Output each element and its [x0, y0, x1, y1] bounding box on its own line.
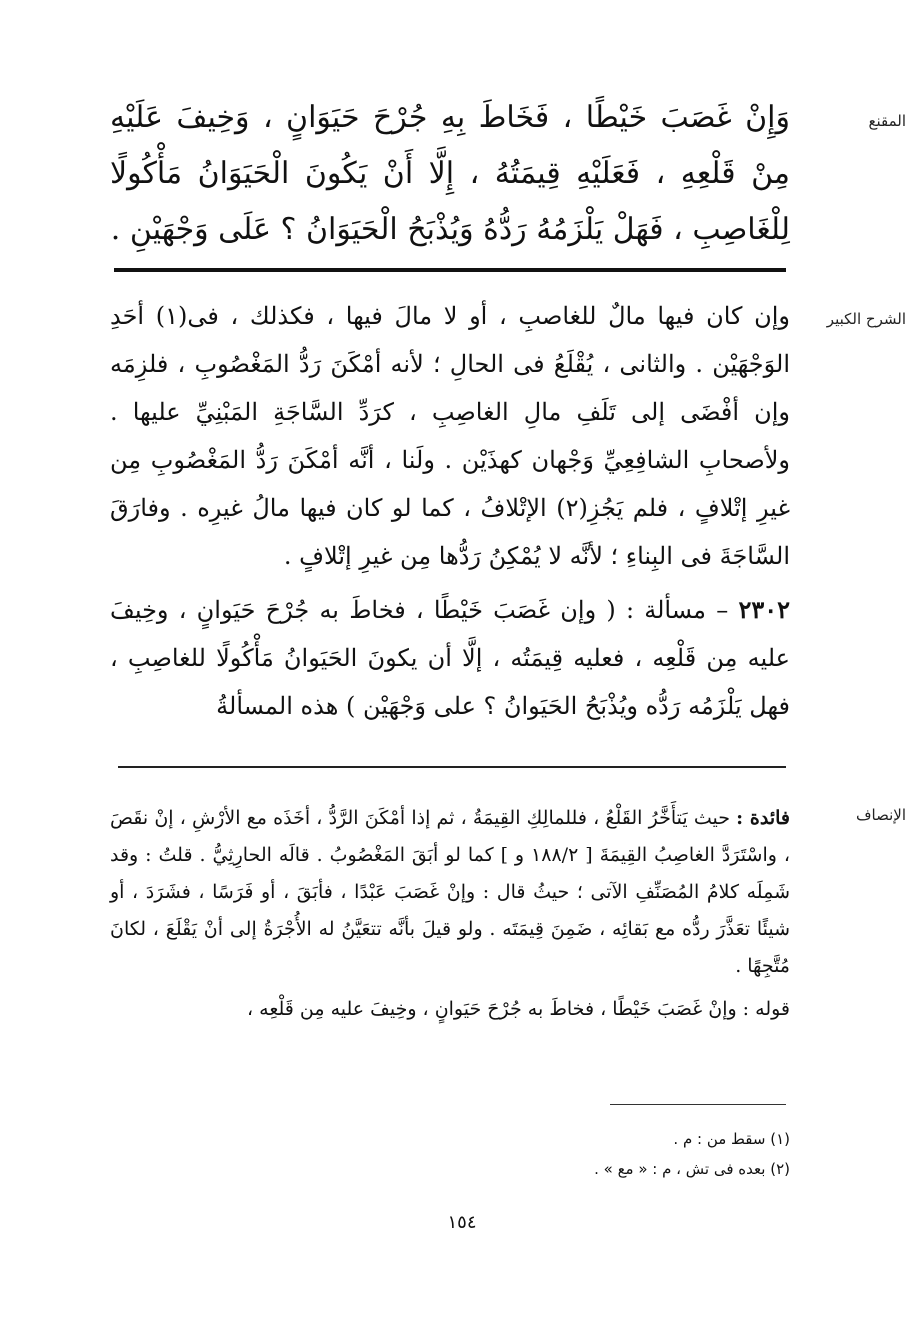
muqni-paragraph: وَإِنْ غَصَبَ خَيْطًا ، فَخَاطَ بِهِ جُرْحَ حَيَوَانٍ ، وَخِيفَ عَلَيْهِ مِنْ قَلْعِهِ ، فَعَلَيْهِ قِيمَتُهُ ، إِلَّا أَنْ يَكُونَ الْحَيَوَانُ مَأْكُولًا لِلْغَاصِبِ ، فَهَلْ يَلْزَمُهُ رَدُّهُ وَيُذْبَحُ الْحَيَوَانُ ؟ عَلَى وَجْهَيْنِ . — [110, 100, 790, 247]
issue-text: – مسألة : ( وإن غَصَبَ خَيْطًا ، فخاطَ به جُرْحَ حَيَوانٍ ، وخِيفَ عليه مِن قَلْعِه ، فعليه قِيمَتُه ، إلَّا أن يكونَ الحَيَوانُ مَأْكُولًا للغاصِبِ ، فهل يَلْزَمُه رَدُّه ويُذْبَحُ الحَيَوانُ ؟ على وَجْهَيْن ) هذه المسألةُ — [110, 596, 790, 720]
insaf-lead: فائدة : — [736, 807, 790, 829]
sharh-text-block — [110, 292, 790, 730]
section-label-muqni: المقنع — [868, 112, 906, 130]
section-label-sharh: الشرح الكبير — [826, 310, 906, 328]
section-divider-thick — [114, 268, 786, 272]
sharh-paragraph-2 — [110, 586, 790, 730]
sharh-paragraph-1: وإن كان فيها مالٌ للغاصبِ ، أو لا مالَ فيها ، فكذلك ، فى(١) أحَدِ الوَجْهَيْن . والثانى ، يُقْلَعُ فى الحالِ ؛ لأنه أمْكَنَ رَدُّ المَغْصُوبِ ، فلزِمَه وإن أفْضَى إلى تَلَفِ مالِ الغاصِبِ ، كرَدِّ السَّاجَةِ المَبْنِيِّ عليها . ولأصحابِ الشافِعِيِّ وَجْهان كهذَيْن . ولَنا ، أنَّه أمْكَنَ رَدُّ المَغْصُوبِ مِن غيرِ إتْلافٍ ، فلم يَجُزِ(٢) الإتْلافُ ، كما لو كان فيها مالُ غيرِه . وفارَقَ السَّاجَةَ فى البِناءِ ؛ لأنَّه لا يُمْكِنُ رَدُّها مِن غيرِ إتْلافٍ . — [110, 302, 790, 570]
section-divider-thin — [118, 766, 786, 768]
insaf-paragraph-1 — [110, 800, 790, 985]
footnotes — [400, 1124, 790, 1184]
insaf-paragraph-2: قوله : وإنْ غَصَبَ خَيْطًا ، فخاطَ به جُرْحَ حَيَوانٍ ، وخِيفَ عليه مِن قَلْعِه ، — [246, 998, 790, 1020]
muqni-text-block — [110, 90, 790, 258]
footnote-separator — [610, 1104, 786, 1105]
insaf-paragraph-1-text: حيث يَتأَخَّرُ القَلْعُ ، فللمالِكِ القِيمَةُ ، ثم إذا أمْكَنَ الرَّدُّ ، أخَذَه مع الأرْشِ ، إنْ نقَصَ ، واسْتَرَدَّ الغاصِبُ القِيمَةَ [ ١٨٨/٢ و ] كما لو أبَقَ المَغْصُوبُ . قالَه الحارِثِيُّ . قلتُ : وقد شَمِلَه كلامُ المُصَنِّفِ الآتى ؛ حيثُ قال : وإنْ غَصَبَ عَبْدًا ، فأبَقَ ، أو فَرَسًا ، فشَرَدَ ، أو شيئًا تعَذَّرَ ردُّه مع بَقائِه ، ضَمِنَ قِيمَتَه . ولو قيلَ بأنَّه تتعَيَّنُ له الأُجْرَةُ إلى أنْ يَقْلَعَ ، لكانَ مُتَّجِهًا . — [110, 807, 790, 977]
insaf-text-block — [110, 800, 790, 1028]
footnote-2: (٢) بعده فى تش ، م : « مع » . — [594, 1160, 790, 1178]
page-number: ١٥٤ — [447, 1212, 477, 1233]
footnote-1: (١) سقط من : م . — [673, 1130, 790, 1148]
issue-number: ٢٣٠٢ — [738, 595, 790, 624]
section-label-insaf: الإنصاف — [855, 806, 906, 824]
